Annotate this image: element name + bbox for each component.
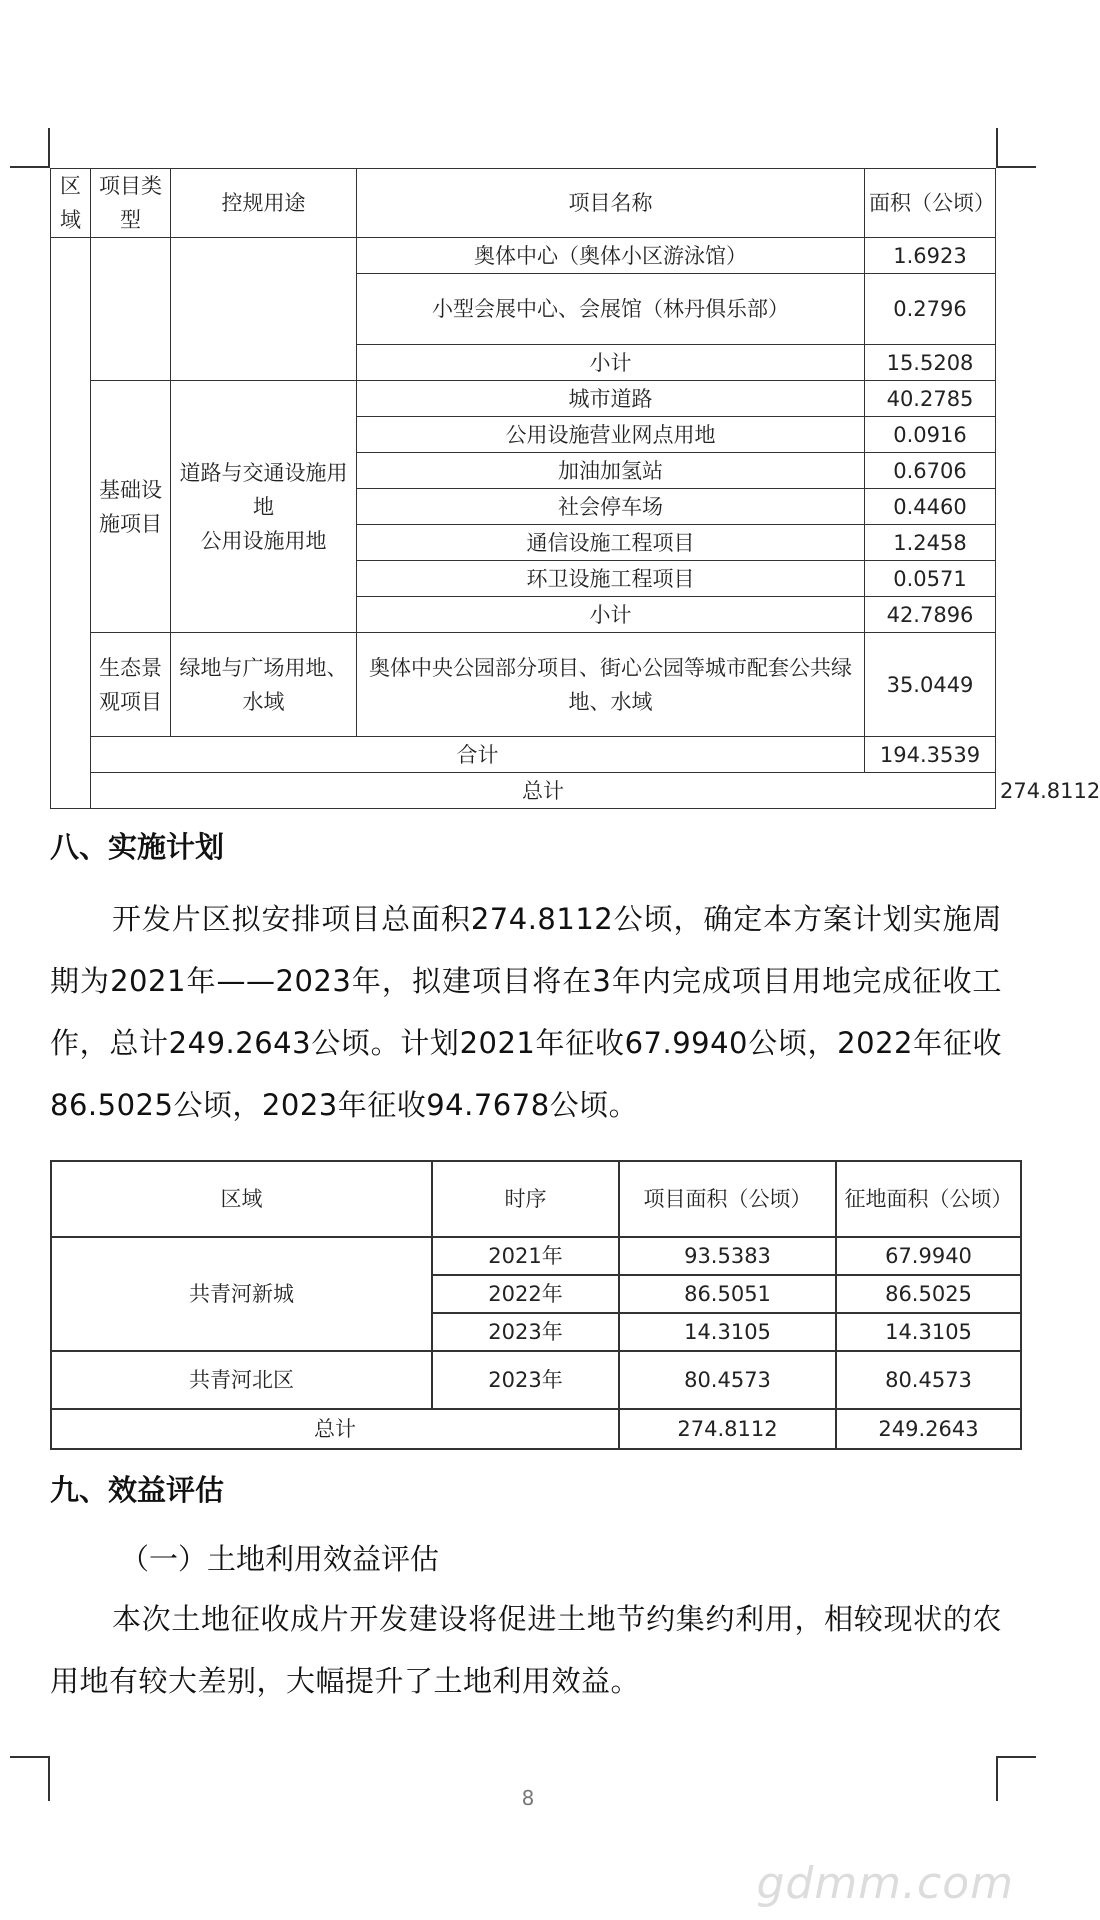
year-cell: 2021年 bbox=[432, 1237, 619, 1275]
table-row bbox=[51, 238, 996, 274]
header-cell: 时序 bbox=[432, 1161, 619, 1237]
table-row bbox=[51, 1237, 1021, 1275]
area-cell: 0.2796 bbox=[865, 274, 996, 345]
header-cell: 面积（公顷） bbox=[865, 169, 996, 238]
project-area-cell: 80.4573 bbox=[619, 1351, 836, 1409]
area-cell: 40.2785 bbox=[865, 381, 996, 417]
watermark: gdmm.com bbox=[756, 1858, 1014, 1909]
zongji-row: 总计 274.8112 bbox=[51, 773, 996, 809]
crop-mark-top-right bbox=[996, 128, 1036, 168]
table-header-row bbox=[51, 1161, 1021, 1237]
header-cell: 项目面积（公顷） bbox=[619, 1161, 836, 1237]
section9-paragraph: 本次土地征收成片开发建设将促进土地节约集约利用，相较现状的农用地有较大差别，大幅提升了土地利用效益。 bbox=[50, 1602, 1002, 1698]
land-area-cell: 14.3105 bbox=[836, 1313, 1021, 1351]
table-row bbox=[51, 381, 996, 417]
project-name-cell: 公用设施营业网点用地 bbox=[357, 417, 865, 453]
project-name-cell: 奥体中央公园部分项目、街心公园等城市配套公共绿地、水域 bbox=[357, 633, 865, 737]
heji-row bbox=[51, 737, 996, 773]
year-cell: 2022年 bbox=[432, 1275, 619, 1313]
table-header-row bbox=[51, 169, 996, 238]
subtotal-value: 15.5208 bbox=[865, 345, 996, 381]
eco-type-cell: 生态景观项目 bbox=[91, 633, 171, 737]
area-cell: 1.2458 bbox=[865, 525, 996, 561]
header-cell: 控规用途 bbox=[171, 169, 357, 238]
total-land-area: 249.2643 bbox=[836, 1409, 1021, 1449]
heji-label: 合计 bbox=[91, 737, 865, 773]
project-area-cell: 86.5051 bbox=[619, 1275, 836, 1313]
subtotal-label: 小计 bbox=[357, 345, 865, 381]
schedule-table bbox=[50, 1160, 1022, 1450]
land-use-table bbox=[50, 168, 1100, 809]
total-label: 总计 bbox=[51, 1409, 619, 1449]
project-name-cell: 小型会展中心、会展馆（林丹俱乐部） bbox=[357, 274, 865, 345]
header-cell: 征地面积（公顷） bbox=[836, 1161, 1021, 1237]
total-project-area: 274.8112 bbox=[619, 1409, 836, 1449]
header-cell: 项目名称 bbox=[357, 169, 865, 238]
year-cell: 2023年 bbox=[432, 1351, 619, 1409]
type-cell bbox=[91, 238, 171, 381]
section9-subtitle: （一）土地利用效益评估 bbox=[120, 1542, 440, 1576]
area-cell: 0.4460 bbox=[865, 489, 996, 525]
page-number: 8 bbox=[521, 1786, 535, 1810]
area-cell: 35.0449 bbox=[865, 633, 996, 737]
project-name-cell: 环卫设施工程项目 bbox=[357, 561, 865, 597]
header-cell: 项目类型 bbox=[91, 169, 171, 238]
project-name-cell: 加油加氢站 bbox=[357, 453, 865, 489]
project-area-cell: 93.5383 bbox=[619, 1237, 836, 1275]
land-area-cell: 80.4573 bbox=[836, 1351, 1021, 1409]
subtotal-label: 小计 bbox=[357, 597, 865, 633]
project-name-cell: 城市道路 bbox=[357, 381, 865, 417]
heji-value: 194.3539 bbox=[865, 737, 996, 773]
header-cell: 区域 bbox=[51, 1161, 432, 1237]
use-cell bbox=[171, 238, 357, 381]
project-name-cell: 社会停车场 bbox=[357, 489, 865, 525]
area-cell: 0.0571 bbox=[865, 561, 996, 597]
region-cell: 共青河北区 bbox=[51, 1351, 432, 1409]
total-row bbox=[51, 1409, 1021, 1449]
eco-use-cell: 绿地与广场用地、水域 bbox=[171, 633, 357, 737]
area-cell: 0.6706 bbox=[865, 453, 996, 489]
area-cell: 1.6923 bbox=[865, 238, 996, 274]
infra-use-cell: 道路与交通设施用地 公用设施用地 bbox=[171, 381, 357, 633]
area-cell: 0.0916 bbox=[865, 417, 996, 453]
zongji-label: 总计 bbox=[91, 773, 996, 809]
section9-title: 九、效益评估 bbox=[50, 1473, 225, 1507]
land-area-cell: 67.9940 bbox=[836, 1237, 1021, 1275]
project-name-cell: 通信设施工程项目 bbox=[357, 525, 865, 561]
section8-paragraph: 开发片区拟安排项目总面积274.8112公顷，确定本方案计划实施周期为2021年——2023年，拟建项目将在3年内完成项目用地完成征收工作，总计249.2643公顷。计划2021年征收67.9940公顷，2022年征收86.5025公顷，2023年征收94.7678公顷。 bbox=[50, 902, 1002, 1122]
subtotal-value: 42.7896 bbox=[865, 597, 996, 633]
table-row bbox=[51, 633, 996, 737]
crop-mark-top-left bbox=[10, 128, 50, 168]
year-cell: 2023年 bbox=[432, 1313, 619, 1351]
infra-type-cell: 基础设施项目 bbox=[91, 381, 171, 633]
land-area-cell: 86.5025 bbox=[836, 1275, 1021, 1313]
section8-title: 八、实施计划 bbox=[50, 830, 225, 864]
project-name-cell: 奥体中心（奥体小区游泳馆） bbox=[357, 238, 865, 274]
region-cell: 共青河新城 bbox=[51, 1237, 432, 1351]
header-cell: 区域 bbox=[51, 169, 91, 238]
table-row bbox=[51, 1351, 1021, 1409]
project-area-cell: 14.3105 bbox=[619, 1313, 836, 1351]
region-cell bbox=[51, 238, 91, 809]
